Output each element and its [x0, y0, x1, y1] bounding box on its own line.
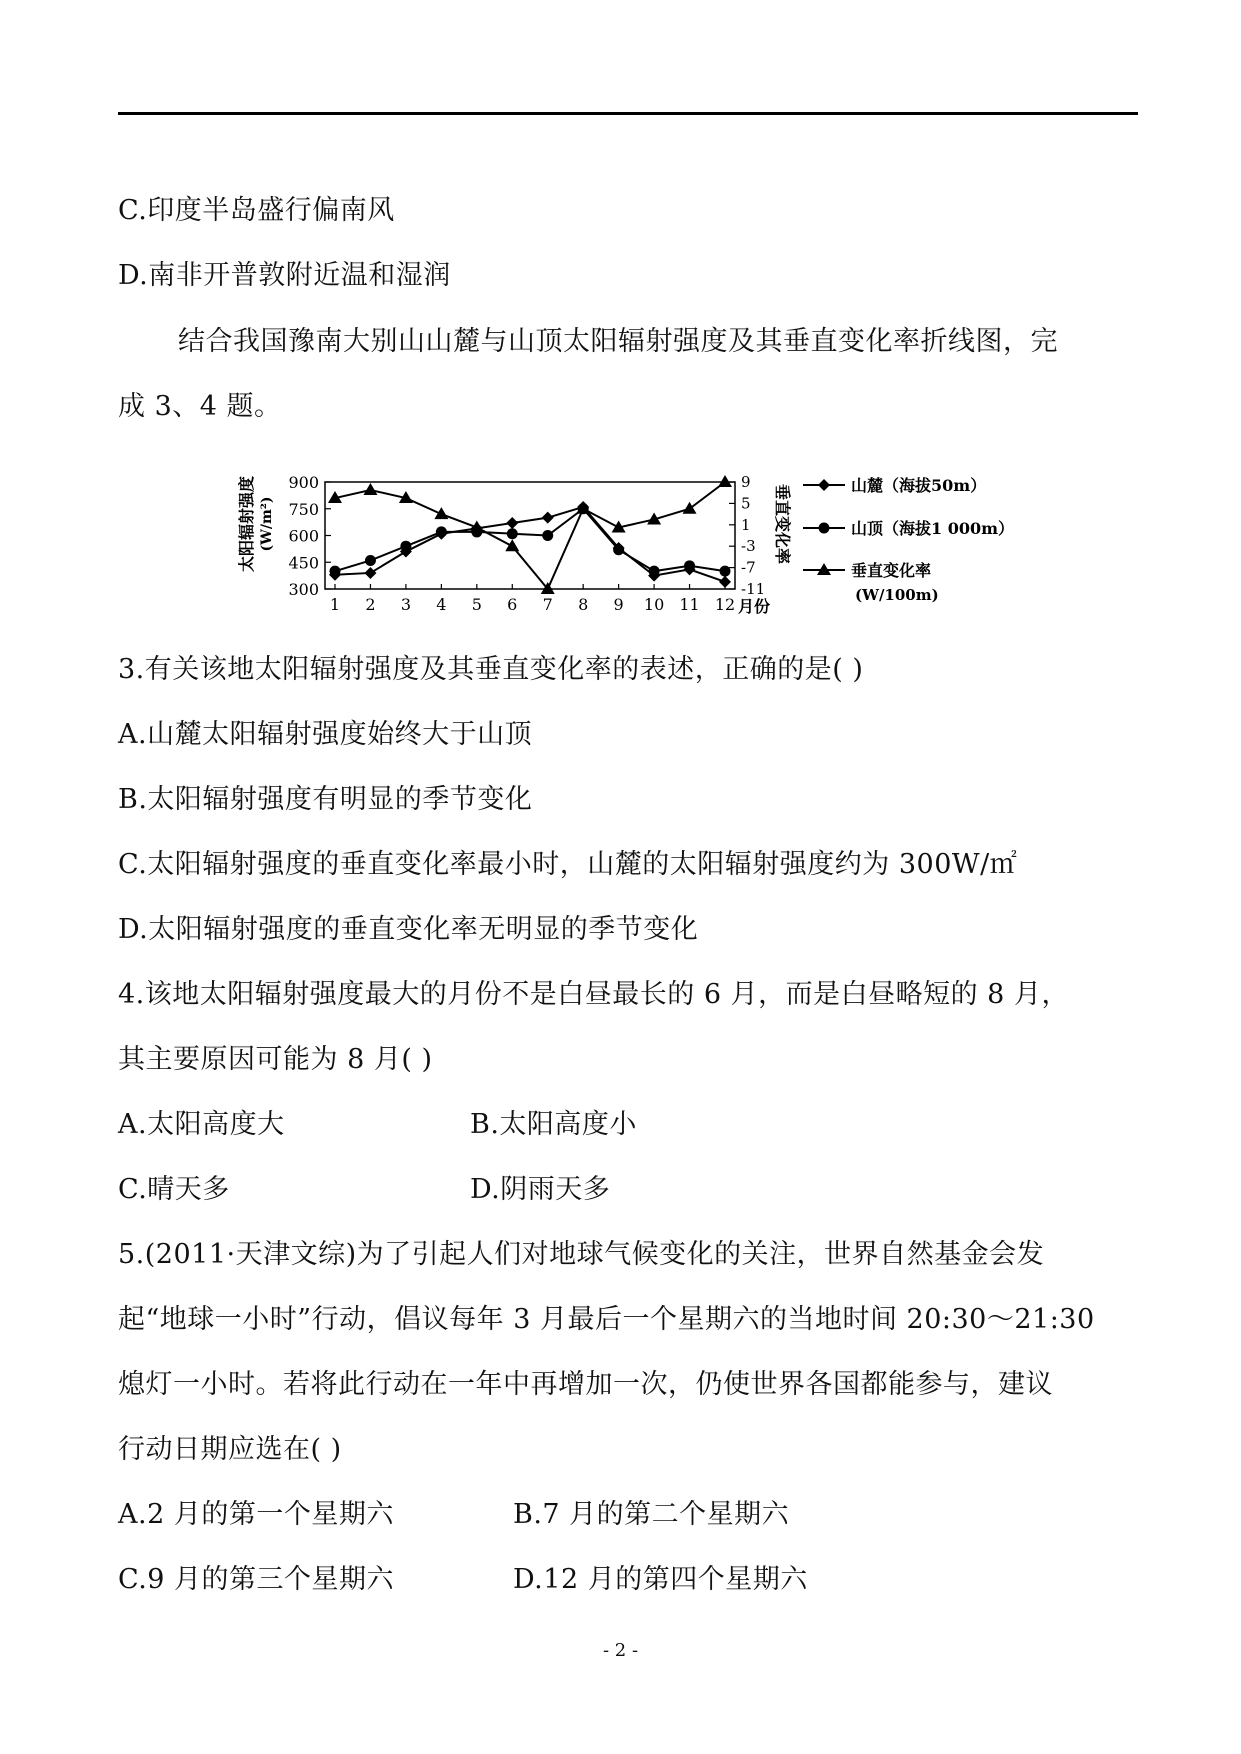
x-tick-label-6: 7	[542, 595, 553, 614]
q4-option-c: C.晴天多	[118, 1174, 230, 1205]
series-0-point-1	[364, 567, 376, 579]
right-tick-label-2: 1	[741, 515, 751, 534]
q3-option-c: C.太阳辐射强度的垂直变化率最小时，山麓的太阳辐射强度约为 300W/㎡	[118, 849, 1018, 880]
x-tick-label-9: 10	[643, 595, 665, 614]
series-1-point-0	[330, 566, 341, 577]
series-1-point-9	[649, 566, 660, 577]
radiation-chart	[235, 462, 1015, 632]
left-tick-label-0: 900	[288, 473, 319, 492]
right-tick-label-1: 5	[741, 494, 751, 513]
left-tick-label-1: 750	[288, 499, 319, 519]
series-1-point-11	[720, 566, 731, 577]
left-axis-unit: (W/m²)	[259, 496, 275, 552]
q3-option-b: B.太阳辐射强度有明显的季节变化	[118, 784, 533, 815]
x-axis-title: 月份	[738, 597, 771, 616]
q3-stem: 3.有关该地太阳辐射强度及其垂直变化率的表述，正确的是( )	[118, 654, 864, 685]
left-axis-title: 太阳辐射强度	[237, 475, 256, 573]
page-number: - 2 -	[602, 1640, 639, 1661]
series-0-point-11	[719, 576, 731, 588]
x-tick-label-5: 6	[507, 595, 518, 614]
legend-item-2	[803, 561, 939, 604]
x-tick-label-11: 12	[714, 595, 736, 614]
q5-stem-4: 行动日期应选在( )	[118, 1434, 342, 1465]
x-tick-label-1: 2	[365, 595, 376, 614]
q5-option-c: C.9 月的第三个星期六	[118, 1564, 395, 1595]
q4-option-a: A.太阳高度大	[118, 1109, 285, 1140]
legend-label-1: 山顶（海拔1 000m）	[851, 519, 1015, 538]
x-tick-label-7: 8	[578, 595, 589, 614]
series-1-point-8	[613, 544, 624, 555]
right-tick-label-5: -11	[741, 580, 766, 598]
legend-unit-2: (W/100m)	[855, 586, 939, 604]
x-tick-label-4: 5	[471, 595, 482, 614]
intro-line-2: 成 3、4 题。	[118, 391, 282, 422]
q5-stem-2: 起“地球一小时”行动，倡议每年 3 月最后一个星期六的当地时间 20:30～21:30	[118, 1304, 1095, 1335]
q4-stem-1: 4.该地太阳辐射强度最大的月份不是白昼最长的 6 月，而是白昼略短的 8 月，	[118, 979, 1069, 1010]
legend-item-0	[803, 476, 986, 495]
series-1-point-10	[684, 560, 695, 571]
q4-stem-2: 其主要原因可能为 8 月( )	[118, 1044, 433, 1075]
right-axis-title: 垂直变化率	[773, 483, 792, 565]
q2-option-d: D.南非开普敦附近温和湿润	[118, 260, 451, 291]
q5-option-d: D.12 月的第四个星期六	[513, 1564, 808, 1595]
x-tick-label-2: 3	[400, 595, 412, 614]
series-1-point-5	[507, 528, 518, 539]
right-tick-label-0: 9	[741, 473, 751, 491]
left-tick-label-4: 300	[288, 580, 319, 599]
legend-label-0: 山麓（海拔50m）	[851, 476, 987, 495]
q3-option-d: D.太阳辐射强度的垂直变化率无明显的季节变化	[118, 914, 699, 945]
series-2-point-11	[718, 475, 732, 487]
intro-line-1: 结合我国豫南大别山山麓与山顶太阳辐射强度及其垂直变化率折线图，完	[178, 326, 1058, 357]
series-2-point-1	[363, 483, 377, 495]
legend	[803, 476, 1014, 604]
q4-option-b: B.太阳高度小	[470, 1109, 637, 1140]
q2-option-c: C.印度半岛盛行偏南风	[118, 195, 395, 226]
right-tick-label-3: -3	[741, 537, 756, 556]
x-tick-label-0: 1	[329, 595, 341, 614]
x-tick-label-8: 9	[613, 595, 624, 614]
x-tick-label-3: 4	[436, 595, 447, 614]
series-0-point-5	[506, 517, 518, 529]
q3-option-a: A.山麓太阳辐射强度始终大于山顶	[118, 719, 533, 750]
q5-stem-3: 熄灯一小时。若将此行动在一年中再增加一次，仍使世界各国都能参与，建议	[118, 1369, 1053, 1400]
series-0-point-6	[542, 512, 554, 524]
left-tick-label-2: 600	[288, 526, 319, 546]
legend-item-1	[803, 519, 1014, 538]
series-1-point-3	[436, 526, 447, 537]
right-tick-label-4: -7	[741, 558, 756, 577]
series-2-point-10	[683, 502, 697, 514]
series-2-point-3	[434, 507, 448, 519]
series-2-point-5	[505, 539, 519, 551]
series-line-1	[335, 509, 725, 571]
series-1-point-2	[400, 541, 411, 552]
q5-option-a: A.2 月的第一个星期六	[118, 1499, 394, 1530]
q4-option-d: D.阴雨天多	[470, 1174, 611, 1205]
x-tick-label-10: 11	[679, 595, 700, 614]
q5-option-b: B.7 月的第二个星期六	[513, 1499, 790, 1530]
left-tick-label-3: 450	[288, 553, 319, 573]
q5-stem-1: 5.(2011·天津文综)为了引起人们对地球气候变化的关注，世界自然基金会发	[118, 1239, 1045, 1270]
series-1-point-1	[365, 555, 376, 566]
legend-label-2: 垂直变化率	[851, 561, 932, 580]
series-1-point-6	[542, 530, 553, 541]
header-rule	[118, 112, 1138, 115]
series-line-0	[335, 507, 725, 582]
